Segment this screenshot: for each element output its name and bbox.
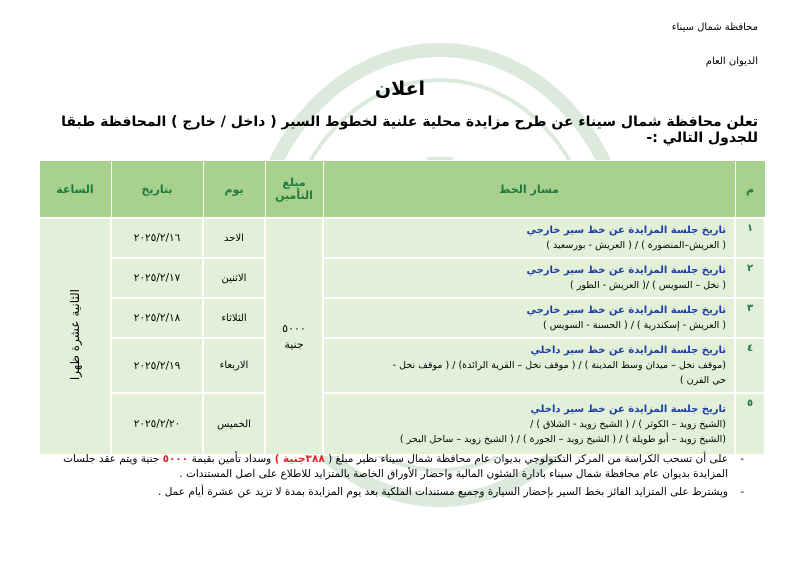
announcement-subtitle: تعلن محافظة شمال سيناء عن طرح مزايدة محلية علنية لخطوط السير ( داخل / خارج ) المحافظة طبقا للجدول التالي :- (61, 114, 758, 146)
insurance-amount-unit: جنية (284, 337, 304, 351)
note1-text-c: جنية ويتم عقد جلسات المزايدة بديوان عام محافظة شمال سيناء بادارة الشئون المالية واحضار الأوراق الخاصة بالمتزايد للاطلاع على اصل المستندات . (63, 453, 728, 480)
route-title: تاريخ جلسة المزايدة عن خط سير داخلي (530, 403, 726, 415)
day-cell: الاثنين (203, 258, 265, 298)
note2-text: ويشترط على المتزايد الفائز بخط السير بإحضار السيارة وجميع مستندات الملكية بعد يوم المزايدة بمدة لا تزيد عن عشرة أيام عمل . (158, 486, 728, 498)
row-num: ٥ (735, 393, 765, 455)
insurance-amount-value: ٥٠٠٠ (282, 321, 306, 335)
day-cell: الخميس (203, 393, 265, 455)
announcement-title: اعلان (374, 78, 426, 100)
route-title: تاريخ جلسة المزايدة عن خط سير خارجي (526, 265, 726, 276)
note1-fee: ٣٨٨جنية ) (274, 453, 325, 465)
auction-schedule-table (38, 160, 766, 456)
route-cell (323, 218, 735, 258)
office-name: الديوان العام (705, 56, 758, 67)
hour-cell (39, 218, 111, 455)
row-num: ٣ (735, 298, 765, 338)
table-row (39, 218, 765, 258)
route-cell (323, 338, 735, 393)
date-cell: ٢٠٢٥/٢/١٦ (111, 218, 203, 258)
header-num: م (735, 161, 765, 219)
table-row (39, 338, 765, 393)
date-cell: ٢٠٢٥/٢/١٨ (111, 298, 203, 338)
day-cell: الاربعاء (203, 338, 265, 393)
table-header-row (39, 161, 765, 219)
row-num: ٢ (735, 258, 765, 298)
row-num: ٤ (735, 338, 765, 393)
governorate-name: محافظة شمال سيناء (671, 22, 758, 33)
table-row (39, 258, 765, 298)
header-amount-line1: مبلغ (282, 176, 306, 189)
table-row (39, 298, 765, 338)
route-details: ( العريش - إسكندرية ) / ( الحسنة - السويس ) (543, 320, 726, 331)
date-cell: ٢٠٢٥/٢/١٧ (111, 258, 203, 298)
note-item (32, 452, 744, 482)
route-cell (323, 258, 735, 298)
day-cell: الاحد (203, 218, 265, 258)
note1-text-a: على أن تسحب الكراسة من المركز التكنولوجي بديوان عام محافظة شمال سيناء نظير مبلغ ( (328, 453, 728, 465)
table-row (39, 393, 765, 455)
route-details: ( نخل – السويس ) /( العريش - الطور ) (570, 280, 726, 291)
header-route: مسار الخط (323, 161, 735, 219)
hour-text: الثانية عشرة ظهرا (68, 289, 82, 381)
route-details: ( العريش–المنصورة ) / ( العريش - بورسعيد ) (546, 240, 726, 251)
route-title: تاريخ جلسة المزايدة عن خط سير خارجي (526, 225, 726, 236)
route-details-line1: (الشيخ زويد – الكوثر ) / ( الشيخ زويد - الشلاق ) / (530, 418, 726, 430)
notes-section (32, 452, 744, 500)
header-amount (265, 161, 323, 219)
route-title: تاريخ جلسة المزايدة عن خط سير داخلي (530, 345, 726, 356)
route-details-line2: حي الفرن ) (679, 375, 726, 386)
bullet-dash-icon: - (740, 453, 744, 465)
date-cell: ٢٠٢٥/٢/١٩ (111, 338, 203, 393)
header-date: بتاريخ (111, 161, 203, 219)
route-details-line2: (الشيخ زويد – أبو طويلة ) / ( الشيخ زويد – الجورة ) / ( الشيخ زويد – ساحل البحر ) (399, 433, 726, 445)
note1-deposit: ٥٠٠٠ (162, 453, 189, 465)
row-num: ١ (735, 218, 765, 258)
day-cell: الثلاثاء (203, 298, 265, 338)
route-cell (323, 393, 735, 455)
note-item (32, 485, 744, 500)
note1-text-b: وسداد تأمين بقيمة (191, 453, 272, 465)
header-amount-line2: التأمين (275, 189, 313, 202)
bullet-dash-icon: - (740, 486, 744, 498)
date-cell: ٢٠٢٥/٢/٢٠ (111, 393, 203, 455)
header-hour: الساعة (39, 161, 111, 219)
route-cell (323, 298, 735, 338)
header-day: يوم (203, 161, 265, 219)
route-details-line1: (موقف نخل – ميدان وسط المدينة ) / ( موقف نخل – القرية الرائدة) / ( موقف نخل - (392, 360, 726, 371)
insurance-amount-cell (265, 218, 323, 455)
route-title: تاريخ جلسة المزايدة عن خط سير خارجي (526, 305, 726, 316)
